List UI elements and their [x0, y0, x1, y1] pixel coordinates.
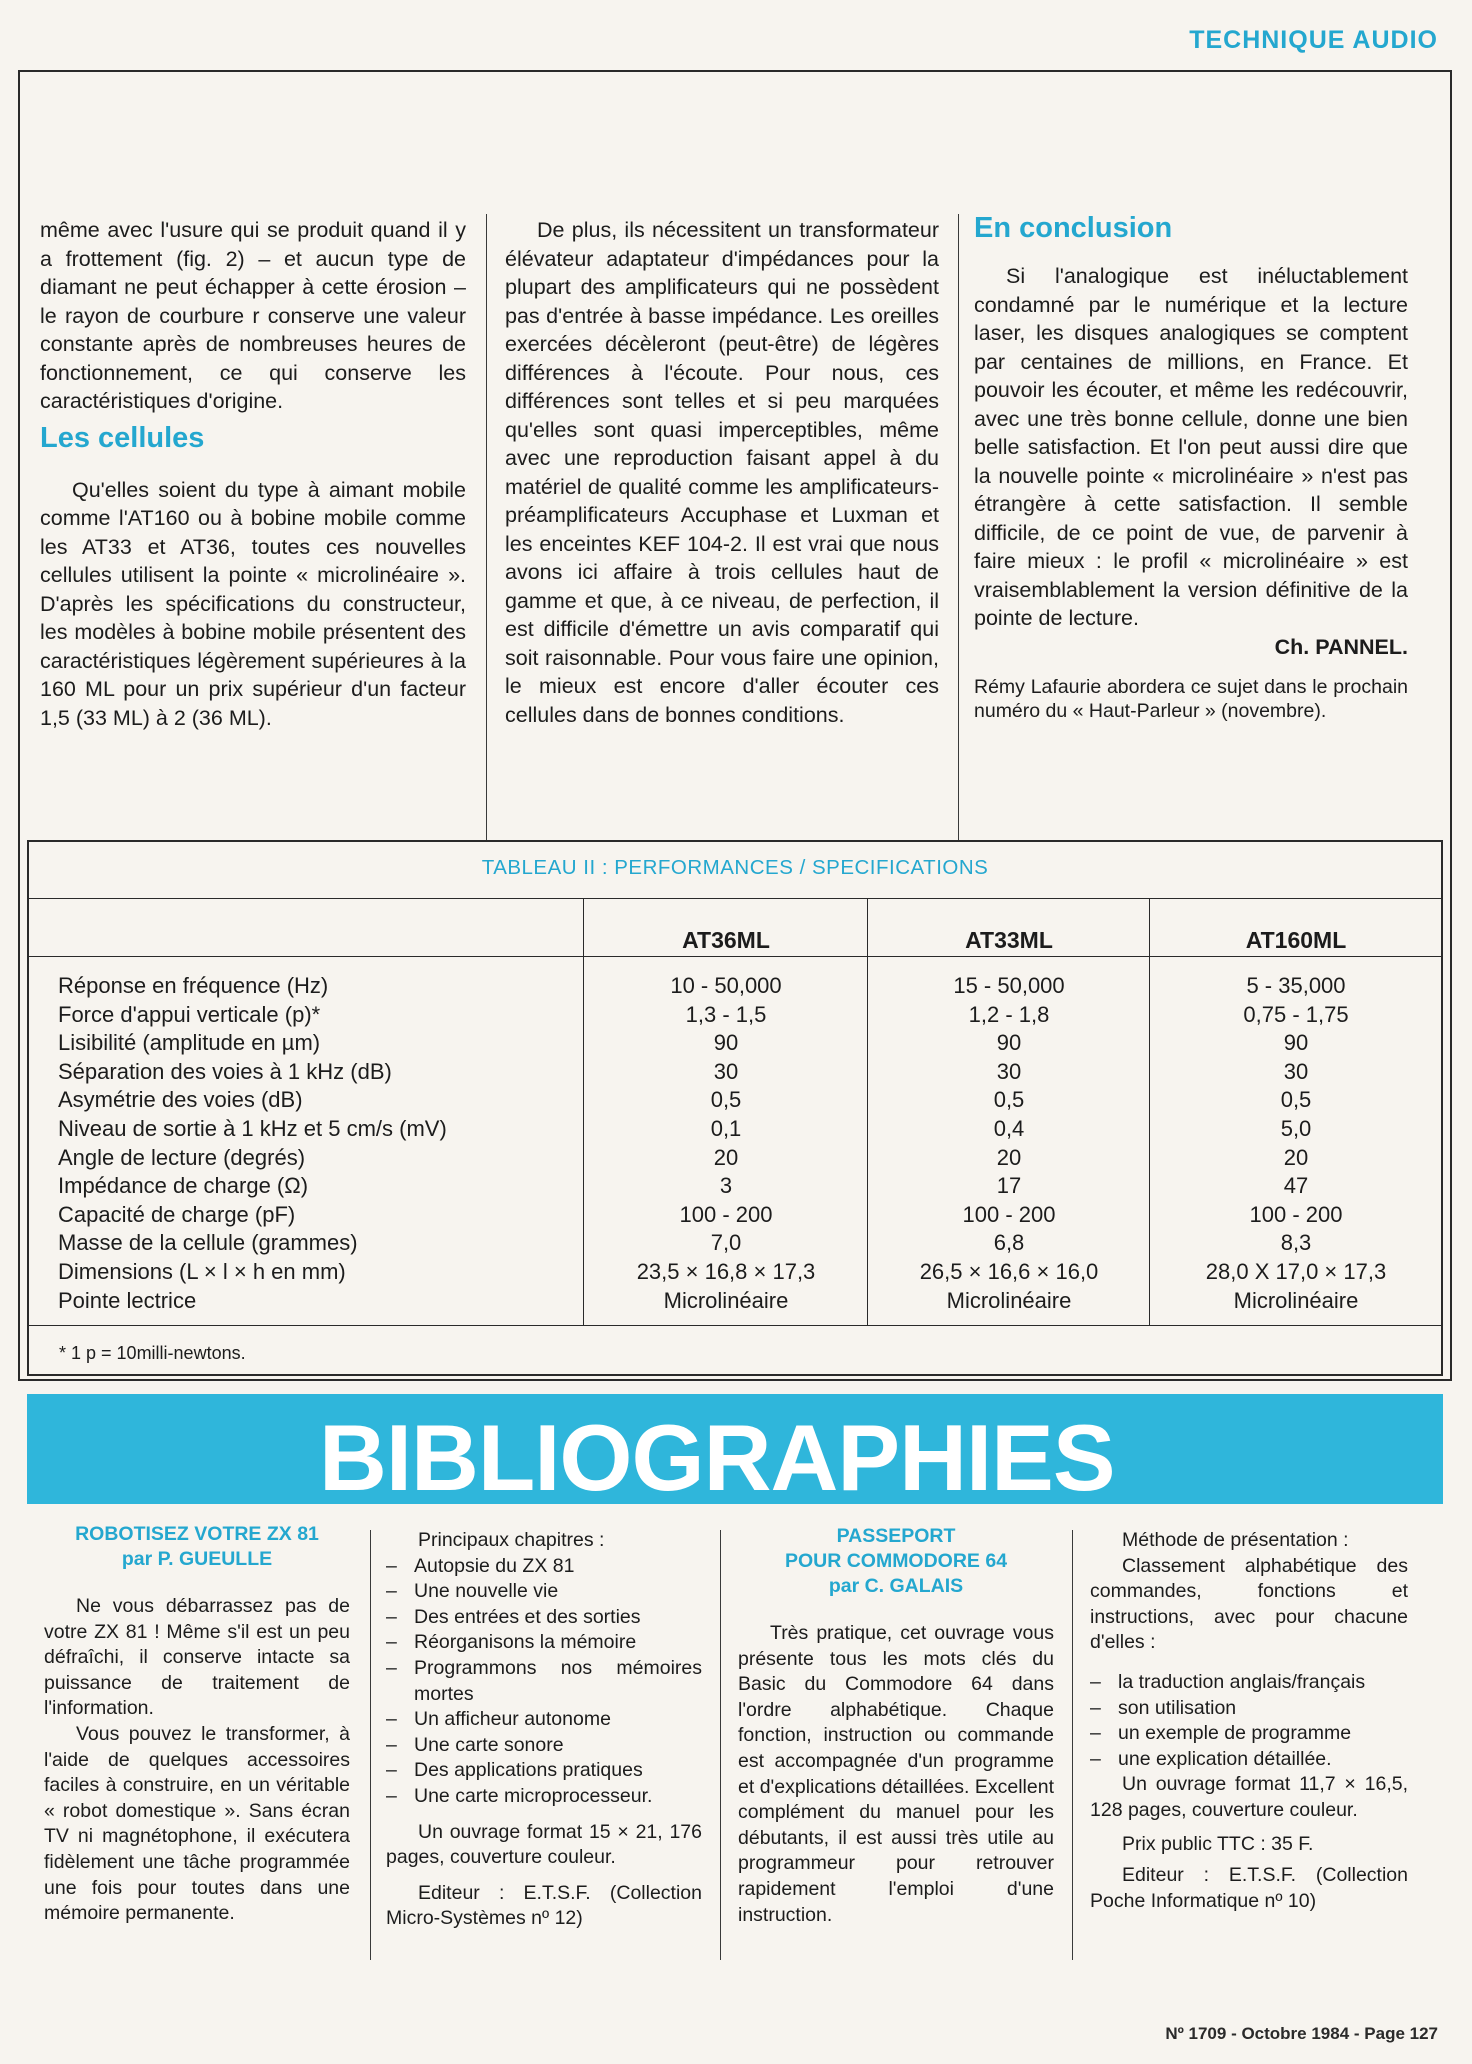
paragraph: Si l'analogique est inéluctablement condamné par le numérique et la lecture laser, les disques analogiques se comptent par centaines de millions, en France. Et pouvoir les écouter, et même les redécouvrir, avec une très bonne cellule, donne une bien belle satisfaction. Et l'on peut aussi dire que la nouvelle pointe « microlinéaire » n'est pas étrangère à cette satisfaction. Il semble difficile, de ce point de vue, de parvenir à faire mieux : le profil « microlinéaire » est vraisemblablement la version définitive de la pointe de lecture.: [974, 264, 1408, 630]
list-item: – la traduction anglais/français: [1090, 1670, 1408, 1696]
paragraph: Classement alphabétique des commandes, fonctions et instructions, avec pour chacune d'elles :: [1090, 1554, 1408, 1654]
table-cell: 17: [996, 1173, 1022, 1199]
table-cell: 10 - 50,000: [670, 973, 782, 998]
table-cell: 20: [713, 1144, 739, 1170]
page-footer: Nº 1709 - Octobre 1984 - Page 127: [1165, 2024, 1438, 2043]
table-title: TABLEAU II : PERFORMANCES / SPECIFICATIONS: [481, 856, 989, 879]
book-title: POUR COMMODORE 64: [784, 1550, 1008, 1572]
book-editor: Editeur : E.T.S.F. (Collection Poche Informatique nº 10): [1090, 1864, 1408, 1912]
paragraph: Très pratique, cet ouvrage vous présente tous les mots clés du Basic du Commodore 64 dans l'ordre alphabétique. Chaque fonction, instruction ou commande est accompagnée d'un programme et d'explications détaillées. Excellent complément du manuel pour les débutants, il est aussi très utile au programmeur pour retrouver rapidement l'emploi d'une instruction.: [738, 1622, 1054, 1926]
column-divider: [958, 214, 959, 842]
list-item: – Un afficheur autonome: [386, 1707, 702, 1733]
table-cell: 23,5 × 16,8 × 17,3: [636, 1258, 816, 1284]
table-cell: 90: [996, 1030, 1022, 1056]
row-label: Asymétrie des voies (dB): [58, 1087, 303, 1113]
table-cell: 100 - 200: [679, 1201, 773, 1227]
table-cell: 5,0: [1280, 1115, 1312, 1141]
book-author: par P. GUEULLE: [121, 1548, 273, 1570]
bibliographies-banner: [27, 1394, 1443, 1510]
column-divider: [370, 1530, 371, 1960]
book-format: Un ouvrage format 15 × 21, 176 pages, couverture couleur.: [386, 1820, 702, 1869]
table-cell: 0,1: [710, 1115, 742, 1141]
column-divider: [1072, 1530, 1073, 1960]
author-signature: Ch. PANNEL.: [1274, 634, 1408, 659]
row-label: Capacité de charge (pF): [58, 1201, 296, 1227]
table-cell: 100 - 200: [962, 1201, 1056, 1227]
list-item: – une explication détaillée.: [1090, 1747, 1408, 1773]
table-rule: [867, 898, 868, 1325]
table-cell: 8,3: [1280, 1230, 1312, 1256]
column-divider: [486, 214, 487, 842]
table-rule: [29, 1325, 1441, 1326]
column-header-at36ml: AT36ML: [682, 927, 770, 953]
section-header: TECHNIQUE AUDIO: [1189, 26, 1438, 54]
table-rule: [29, 898, 1441, 899]
list-item: – son utilisation: [1090, 1696, 1408, 1722]
row-label: Angle de lecture (degrés): [58, 1144, 306, 1170]
table-cell: 30: [996, 1058, 1022, 1084]
table-cell: 20: [996, 1144, 1022, 1170]
paragraph: Vous pouvez le transformer, à l'aide de quelques accessoires faciles à construire, en un véritable « robot domestique ». Sans écran TV ni magnétophone, il exécutera fidèlement une tâche programmée une fois pour toutes dans une mémoire permanente.: [44, 1722, 350, 1925]
table-cell: 100 - 200: [1249, 1201, 1343, 1227]
bibliography-column-3: [738, 1524, 1054, 1928]
list-item: – Des applications pratiques: [386, 1758, 702, 1784]
presentation-list: [1090, 1670, 1408, 1772]
at36ml-values: [585, 972, 867, 1315]
table-cell: 1,2 - 1,8: [968, 1001, 1050, 1027]
book-price: Prix public TTC : 35 F.: [1122, 1832, 1314, 1855]
book-editor: Editeur : E.T.S.F. (Collection Micro-Systèmes nº 12): [386, 1881, 702, 1930]
editor-note: Rémy Lafaurie abordera ce sujet dans le prochain numéro du « Haut-Parleur » (novembre).: [974, 676, 1408, 722]
table-cell: 1,3 - 1,5: [685, 1001, 767, 1027]
banner-title: BIBLIOGRAPHIES: [319, 1405, 1115, 1510]
paragraph: De plus, ils nécessitent un transformateur élévateur adaptateur d'impédances pour la plupart des amplificateurs qui ne possèdent pas d'entrée à basse impédance. Les oreilles exercées décèleront (peut-être) de légères différences à l'écoute. Pour nous, ces différences sont telles et si peu marquées qu'elles sont quasi imperceptibles, même avec une reproduction faisant appel à du matériel de qualité comme les amplificateurs-préamplificateurs Accuphase et Luxman et les enceintes KEF 104-2. Il est vrai que nous avons ici affaire à trois cellules haut de gamme et que, à ce niveau, de perfection, il est difficile d'émettre un avis comparatif qui soit raisonnable. Pour vous faire une opinion, le mieux est encore d'aller écouter ces cellules dans de bonnes conditions.: [505, 218, 939, 727]
table-cell: 0,5: [993, 1087, 1025, 1113]
table-cell: Microlinéaire: [1233, 1287, 1359, 1313]
table-cell: 0,5: [1280, 1087, 1312, 1113]
section-heading-conclusion: En conclusion: [974, 212, 1173, 244]
chapters-intro: Principaux chapitres :: [418, 1529, 605, 1551]
table-cell: 26,5 × 16,6 × 16,0: [919, 1258, 1099, 1284]
table-cell: 30: [1283, 1058, 1309, 1084]
presentation-intro: Méthode de présentation :: [1122, 1529, 1349, 1551]
list-item: – Autopsie du ZX 81: [386, 1554, 702, 1580]
table-cell: 30: [713, 1058, 739, 1084]
row-labels: [58, 972, 447, 1315]
column-header-at160ml: AT160ML: [1245, 927, 1347, 953]
list-item: – Réorganisons la mémoire: [386, 1630, 702, 1656]
row-label: Dimensions (L × l × h en mm): [58, 1258, 346, 1284]
row-label: Niveau de sortie à 1 kHz et 5 cm/s (mV): [58, 1115, 447, 1141]
book-author: par C. GALAIS: [828, 1575, 964, 1597]
article-column-3: [974, 212, 1408, 723]
table-cell: 47: [1283, 1173, 1309, 1199]
specifications-table: [27, 840, 1443, 1376]
chapters-list: [386, 1554, 702, 1810]
article-column-1: [40, 216, 466, 732]
list-item: – Programmons nos mémoires mortes: [386, 1656, 702, 1707]
row-label: Masse de la cellule (grammes): [58, 1230, 358, 1256]
row-label: Impédance de charge (Ω): [58, 1173, 309, 1199]
bibliography-column-1: [44, 1522, 350, 1927]
table-cell: 5 - 35,000: [1246, 973, 1346, 998]
article-column-2: [505, 216, 939, 729]
list-item: – Une nouvelle vie: [386, 1579, 702, 1605]
at160ml-values: [1151, 972, 1441, 1315]
table-cell: 0,4: [993, 1115, 1025, 1141]
row-label: Réponse en fréquence (Hz): [58, 973, 329, 998]
section-heading-cellules: Les cellules: [40, 421, 205, 454]
paragraph: Ne vous débarrassez pas de votre ZX 81 ! Même s'il est un peu défraîchi, il conserve intacte sa puissance de traitement de l'information.: [44, 1595, 350, 1720]
table-cell: 3: [719, 1173, 733, 1199]
table-cell: Microlinéaire: [663, 1287, 789, 1313]
table-cell: 6,8: [993, 1230, 1025, 1256]
column-divider: [720, 1530, 721, 1960]
book-title: PASSEPORT: [836, 1525, 956, 1547]
row-label: Pointe lectrice: [58, 1287, 197, 1313]
table-cell: 0,75 - 1,75: [1243, 1001, 1349, 1027]
row-label: Séparation des voies à 1 kHz (dB): [58, 1058, 392, 1084]
paragraph: Qu'elles soient du type à aimant mobile comme l'AT160 ou à bobine mobile comme les AT33 et AT36, toutes ces nouvelles cellules utilisent la pointe « microlinéaire ». D'après les spécifications du constructeur, les modèles à bobine mobile présentent des caractéristiques légèrement supérieures à la 160 ML pour un prix supérieur d'un facteur 1,5 (33 ML) à 2 (36 ML).: [40, 477, 466, 730]
at33ml-values: [869, 972, 1149, 1315]
row-label: Force d'appui verticale (p)*: [58, 1001, 321, 1027]
column-header-at33ml: AT33ML: [965, 927, 1053, 953]
table-footnote: * 1 p = 10milli-newtons.: [59, 1343, 246, 1363]
table-cell: 0,5: [710, 1087, 742, 1113]
list-item: – Des entrées et des sorties: [386, 1605, 702, 1631]
table-cell: 15 - 50,000: [953, 973, 1065, 998]
table-cell: 90: [713, 1030, 739, 1056]
table-rule: [583, 898, 584, 1325]
row-label: Lisibilité (amplitude en µm): [58, 1030, 321, 1056]
table-rule: [1149, 898, 1150, 1325]
table-cell: Microlinéaire: [946, 1287, 1072, 1313]
bibliography-column-4: [1090, 1528, 1408, 1914]
book-format: Un ouvrage format 11,7 × 16,5, 128 pages, couverture couleur.: [1090, 1773, 1408, 1821]
table-cell: 28,0 X 17,0 × 17,3: [1205, 1258, 1387, 1284]
table-cell: 7,0: [710, 1230, 742, 1256]
list-item: – Une carte microprocesseur.: [386, 1784, 702, 1810]
table-cell: 20: [1283, 1144, 1309, 1170]
list-item: – Une carte sonore: [386, 1733, 702, 1759]
bibliography-column-2: [386, 1528, 702, 1932]
list-item: – un exemple de programme: [1090, 1721, 1408, 1747]
table-cell: 90: [1283, 1030, 1309, 1056]
book-title: ROBOTISEZ VOTRE ZX 81: [75, 1523, 319, 1545]
paragraph: même avec l'usure qui se produit quand il y a frottement (fig. 2) – et aucun type de diamant ne peut échapper à cette érosion – le rayon de courbure r conserve une valeur constante après de nombreuses heures de fonctionnement, ce qui conserve les caractéristiques d'origine.: [40, 218, 466, 413]
